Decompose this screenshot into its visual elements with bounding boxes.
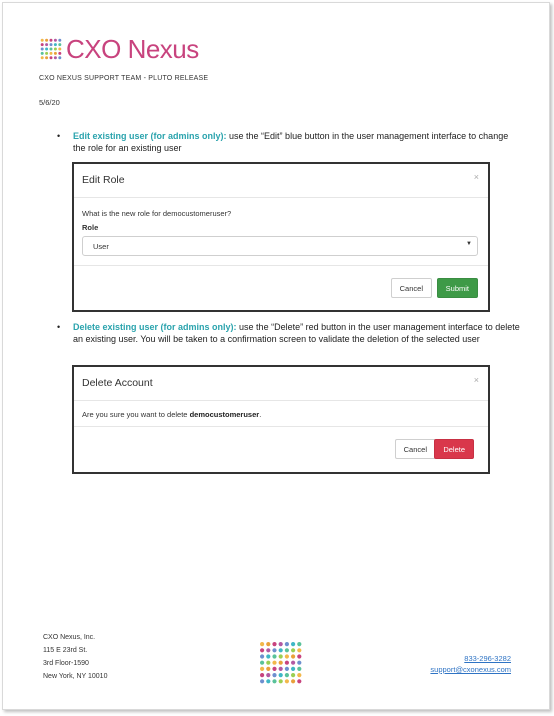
cancel-button[interactable]: Cancel bbox=[395, 439, 436, 459]
address-line: 115 E 23rd St. bbox=[43, 647, 88, 654]
submit-button[interactable]: Submit bbox=[437, 278, 478, 298]
document-date: 5/6/20 bbox=[39, 98, 60, 107]
edit-role-dialog bbox=[72, 162, 490, 312]
close-icon[interactable]: × bbox=[473, 375, 479, 385]
logo-dot bbox=[291, 648, 295, 652]
logo-dot bbox=[58, 43, 61, 46]
logo-dot bbox=[54, 56, 57, 59]
logo-dot bbox=[266, 667, 270, 671]
logo-dot bbox=[285, 673, 289, 677]
logo-dot bbox=[285, 661, 289, 665]
bullet-text: use the “Edit” blue button in the user management interface to change the role for an existing user bbox=[73, 131, 509, 153]
logo-dot bbox=[285, 667, 289, 671]
logo-dot bbox=[260, 667, 264, 671]
logo-dot bbox=[45, 52, 48, 55]
logo-dot bbox=[54, 52, 57, 55]
logo-dot bbox=[45, 39, 48, 42]
logo-dot bbox=[58, 48, 61, 51]
logo-dot bbox=[279, 673, 283, 677]
email-link[interactable]: support@cxonexus.com bbox=[430, 665, 511, 674]
message-suffix: . bbox=[259, 410, 262, 419]
logo-dot bbox=[41, 52, 44, 55]
logo-dot bbox=[297, 661, 301, 665]
company-address bbox=[43, 631, 107, 683]
bullet-delete-user bbox=[57, 321, 523, 345]
bullet-dot-icon: • bbox=[57, 131, 61, 141]
logo-dot bbox=[272, 673, 276, 677]
logo-dot bbox=[50, 52, 53, 55]
logo-dot bbox=[291, 667, 295, 671]
logo-dot bbox=[285, 679, 289, 683]
message-prefix: Are you sure you want to delete bbox=[82, 410, 190, 419]
logo-dot bbox=[297, 673, 301, 677]
logo-dot bbox=[291, 654, 295, 658]
dialog-title: Edit Role bbox=[82, 174, 125, 186]
logo-dot bbox=[54, 48, 57, 51]
logo-dot bbox=[266, 642, 270, 646]
logo-dot bbox=[272, 667, 276, 671]
logo-dot bbox=[260, 642, 264, 646]
logo-dot bbox=[297, 642, 301, 646]
role-select[interactable] bbox=[82, 236, 478, 256]
logo-dot bbox=[291, 673, 295, 677]
document-page bbox=[2, 2, 550, 710]
logo-dot bbox=[58, 52, 61, 55]
team-heading: CXO NEXUS SUPPORT TEAM - PLUTO RELEASE bbox=[39, 75, 209, 82]
logo-dot bbox=[260, 673, 264, 677]
logo-dot bbox=[272, 661, 276, 665]
footer-logo-dots-icon bbox=[259, 641, 303, 685]
address-line: CXO Nexus, Inc. bbox=[43, 634, 96, 641]
logo-dot bbox=[291, 679, 295, 683]
logo-dot bbox=[266, 673, 270, 677]
message-username: democustomeruser bbox=[189, 410, 260, 419]
logo-dot bbox=[260, 648, 264, 652]
bullet-lead: Edit existing user (for admins only): bbox=[73, 131, 227, 141]
logo-dot bbox=[297, 667, 301, 671]
logo-dot bbox=[279, 654, 283, 658]
dialog-header bbox=[74, 367, 488, 401]
chevron-down-icon: ▼ bbox=[466, 241, 472, 247]
logo-dot bbox=[54, 43, 57, 46]
phone-link[interactable]: 833-296-3282 bbox=[464, 654, 511, 663]
contact-info bbox=[430, 653, 511, 675]
logo-dot bbox=[266, 661, 270, 665]
dialog-footer bbox=[74, 265, 488, 310]
logo-dot bbox=[279, 661, 283, 665]
close-icon[interactable]: × bbox=[473, 172, 479, 182]
bullet-lead: Delete existing user (for admins only): bbox=[73, 322, 237, 332]
logo-dot bbox=[45, 48, 48, 51]
brand-logo bbox=[40, 35, 199, 63]
logo-dot bbox=[272, 679, 276, 683]
role-select-value: User bbox=[93, 242, 109, 251]
logo-dot bbox=[285, 654, 289, 658]
logo-dot bbox=[54, 39, 57, 42]
logo-dot bbox=[50, 43, 53, 46]
logo-dot bbox=[266, 679, 270, 683]
role-question: What is the new role for democustomeruser? bbox=[82, 209, 232, 218]
role-label: Role bbox=[82, 223, 99, 232]
logo-dot bbox=[297, 654, 301, 658]
logo-dot bbox=[45, 43, 48, 46]
logo-dot bbox=[41, 43, 44, 46]
logo-dot bbox=[297, 648, 301, 652]
delete-button[interactable]: Delete bbox=[434, 439, 474, 459]
logo-dot bbox=[297, 679, 301, 683]
logo-dot bbox=[41, 56, 44, 59]
logo-dot bbox=[260, 654, 264, 658]
bullet-text: use the “Delete” red button in the user management interface to delete an existing user. You will be taken to a confirmation screen to validate the deletion of the selected user bbox=[73, 322, 520, 344]
logo-dot bbox=[285, 648, 289, 652]
logo-dot bbox=[58, 39, 61, 42]
dialog-title: Delete Account bbox=[82, 377, 153, 389]
logo-dot bbox=[279, 648, 283, 652]
logo-dot bbox=[266, 654, 270, 658]
cancel-button[interactable]: Cancel bbox=[391, 278, 432, 298]
dialog-footer bbox=[74, 426, 488, 472]
bullet-dot-icon: • bbox=[57, 322, 61, 332]
address-line: 3rd Floor-1590 bbox=[43, 660, 89, 667]
logo-dot bbox=[260, 679, 264, 683]
logo-dots-icon bbox=[40, 38, 62, 60]
delete-account-dialog bbox=[72, 365, 490, 474]
logo-dot bbox=[41, 48, 44, 51]
bullet-edit-user bbox=[57, 130, 513, 154]
brand-name: CXO Nexus bbox=[66, 34, 199, 64]
logo-dot bbox=[50, 48, 53, 51]
logo-dot bbox=[285, 642, 289, 646]
logo-dot bbox=[291, 661, 295, 665]
delete-confirmation-message bbox=[82, 410, 261, 419]
logo-dot bbox=[260, 661, 264, 665]
logo-dot bbox=[272, 642, 276, 646]
logo-dot bbox=[279, 667, 283, 671]
logo-dot bbox=[272, 654, 276, 658]
logo-dot bbox=[45, 56, 48, 59]
address-line: New York, NY 10010 bbox=[43, 673, 108, 680]
logo-dot bbox=[41, 39, 44, 42]
logo-dot bbox=[50, 56, 53, 59]
dialog-header bbox=[74, 164, 488, 198]
logo-dot bbox=[291, 642, 295, 646]
logo-dot bbox=[266, 648, 270, 652]
logo-dot bbox=[58, 56, 61, 59]
logo-dot bbox=[279, 642, 283, 646]
logo-dot bbox=[50, 39, 53, 42]
logo-dot bbox=[279, 679, 283, 683]
logo-dot bbox=[272, 648, 276, 652]
